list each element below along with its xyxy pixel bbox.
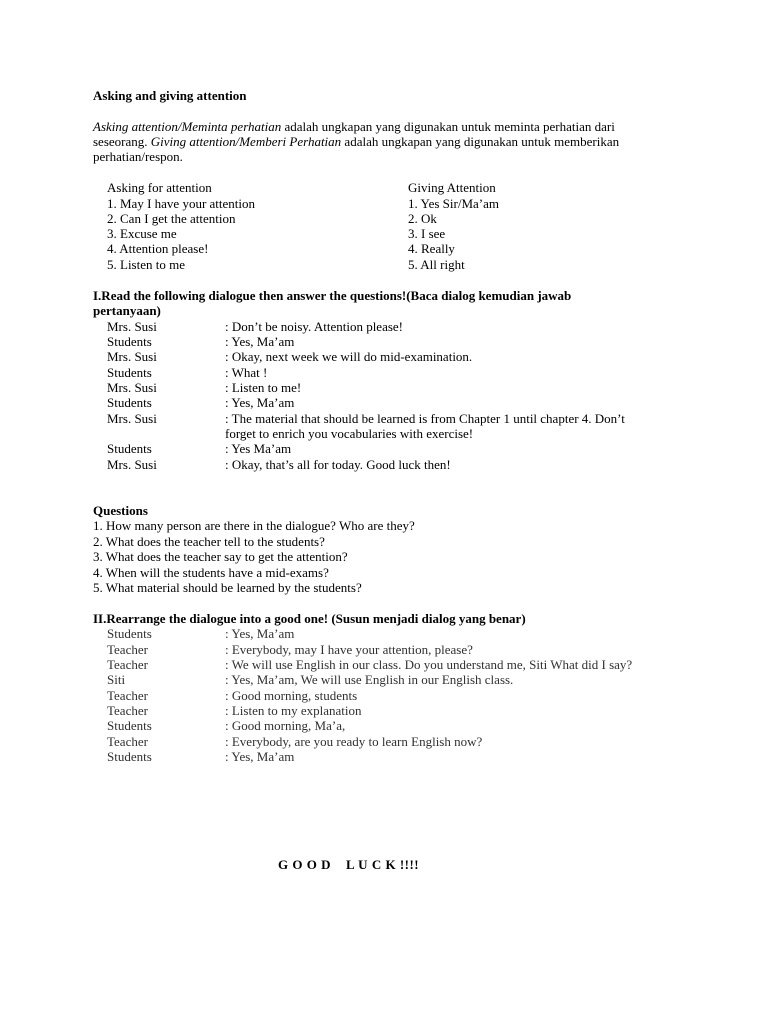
rearrange-line: : Yes, Ma’am	[225, 749, 295, 764]
rearrange-speaker: Teacher	[107, 688, 148, 703]
intro-term-asking: Asking attention/Meminta perhatian	[93, 119, 282, 134]
rearrange-line: : Good morning, Ma’a,	[225, 718, 346, 733]
asking-item: 3. Excuse me	[107, 226, 177, 241]
dialogue-speaker: Students	[107, 334, 152, 349]
asking-item: 1. May I have your attention	[107, 196, 256, 211]
questions-heading: Questions	[93, 503, 148, 518]
dialogue-speaker: Mrs. Susi	[107, 457, 157, 472]
dialogue-speaker: Mrs. Susi	[107, 411, 157, 426]
question-item: 3. What does the teacher say to get the attention?	[93, 549, 348, 564]
dialogue-line: : The material that should be learned is from Chapter 1 until chapter 4. Don’t	[225, 411, 625, 426]
question-item: 2. What does the teacher tell to the students?	[93, 534, 325, 549]
intro-text-1: adalah ungkapan yang digunakan untuk meminta perhatian dari	[281, 119, 615, 134]
good-luck-footer: G O O D L U C K !!!!	[278, 857, 420, 872]
dialogue-speaker: Mrs. Susi	[107, 380, 157, 395]
asking-item: 2. Can I get the attention	[107, 211, 236, 226]
intro-line-2	[93, 134, 619, 149]
intro-text-2: seseorang.	[93, 134, 151, 149]
rearrange-line: : Yes, Ma’am	[225, 626, 295, 641]
asking-header: Asking for attention	[107, 180, 212, 195]
dialogue-line: : What !	[225, 365, 268, 380]
rearrange-line: : Listen to my explanation	[225, 703, 362, 718]
dialogue-speaker: Students	[107, 441, 152, 456]
dialogue-line: : Yes, Ma’am	[225, 395, 295, 410]
rearrange-line: : Yes, Ma’am, We will use English in our English class.	[225, 672, 514, 687]
giving-item: 2. Ok	[408, 211, 437, 226]
question-item: 1. How many person are there in the dialogue? Who are they?	[93, 518, 415, 533]
rearrange-speaker: Teacher	[107, 642, 148, 657]
section1-heading: I.Read the following dialogue then answer the questions!(Baca dialog kemudian jawab	[93, 288, 572, 303]
giving-item: 4. Really	[408, 241, 455, 256]
giving-item: 3. I see	[408, 226, 446, 241]
rearrange-speaker: Students	[107, 626, 152, 641]
rearrange-line: : We will use English in our class. Do you understand me, Siti What did I say?	[225, 657, 633, 672]
giving-item: 1. Yes Sir/Ma’am	[408, 196, 500, 211]
asking-item: 5. Listen to me	[107, 257, 185, 272]
rearrange-speaker: Teacher	[107, 657, 148, 672]
rearrange-speaker: Teacher	[107, 703, 148, 718]
question-item: 4. When will the students have a mid-exams?	[93, 565, 329, 580]
dialogue-speaker: Mrs. Susi	[107, 349, 157, 364]
section2-heading: II.Rearrange the dialogue into a good one! (Susun menjadi dialog yang benar)	[93, 611, 526, 626]
dialogue-line: : Okay, next week we will do mid-examination.	[225, 349, 473, 364]
dialogue-line-cont: forget to enrich you vocabularies with exercise!	[225, 426, 474, 441]
rearrange-speaker: Siti	[107, 672, 126, 687]
intro-line-1	[93, 119, 615, 134]
rearrange-speaker: Students	[107, 718, 152, 733]
dialogue-line: : Don’t be noisy. Attention please!	[225, 319, 404, 334]
dialogue-line: : Yes Ma’am	[225, 441, 292, 456]
intro-line-3: perhatian/respon.	[93, 149, 183, 164]
section1-heading-cont: pertanyaan)	[93, 303, 161, 318]
giving-header: Giving Attention	[408, 180, 496, 195]
dialogue-line: : Okay, that’s all for today. Good luck then!	[225, 457, 451, 472]
dialogue-line: : Yes, Ma’am	[225, 334, 295, 349]
rearrange-line: : Everybody, are you ready to learn English now?	[225, 734, 483, 749]
dialogue-speaker: Students	[107, 365, 152, 380]
intro-text-3: adalah ungkapan yang digunakan untuk memberikan	[341, 134, 620, 149]
question-item: 5. What material should be learned by the students?	[93, 580, 362, 595]
rearrange-line: : Good morning, students	[225, 688, 358, 703]
asking-item: 4. Attention please!	[107, 241, 209, 256]
giving-item: 5. All right	[408, 257, 465, 272]
dialogue-speaker: Students	[107, 395, 152, 410]
rearrange-line: : Everybody, may I have your attention, please?	[225, 642, 473, 657]
dialogue-speaker: Mrs. Susi	[107, 319, 157, 334]
rearrange-speaker: Students	[107, 749, 152, 764]
dialogue-line: : Listen to me!	[225, 380, 302, 395]
document-title: Asking and giving attention	[93, 88, 247, 103]
intro-term-giving: Giving attention/Memberi Perhatian	[150, 134, 342, 149]
rearrange-speaker: Teacher	[107, 734, 148, 749]
